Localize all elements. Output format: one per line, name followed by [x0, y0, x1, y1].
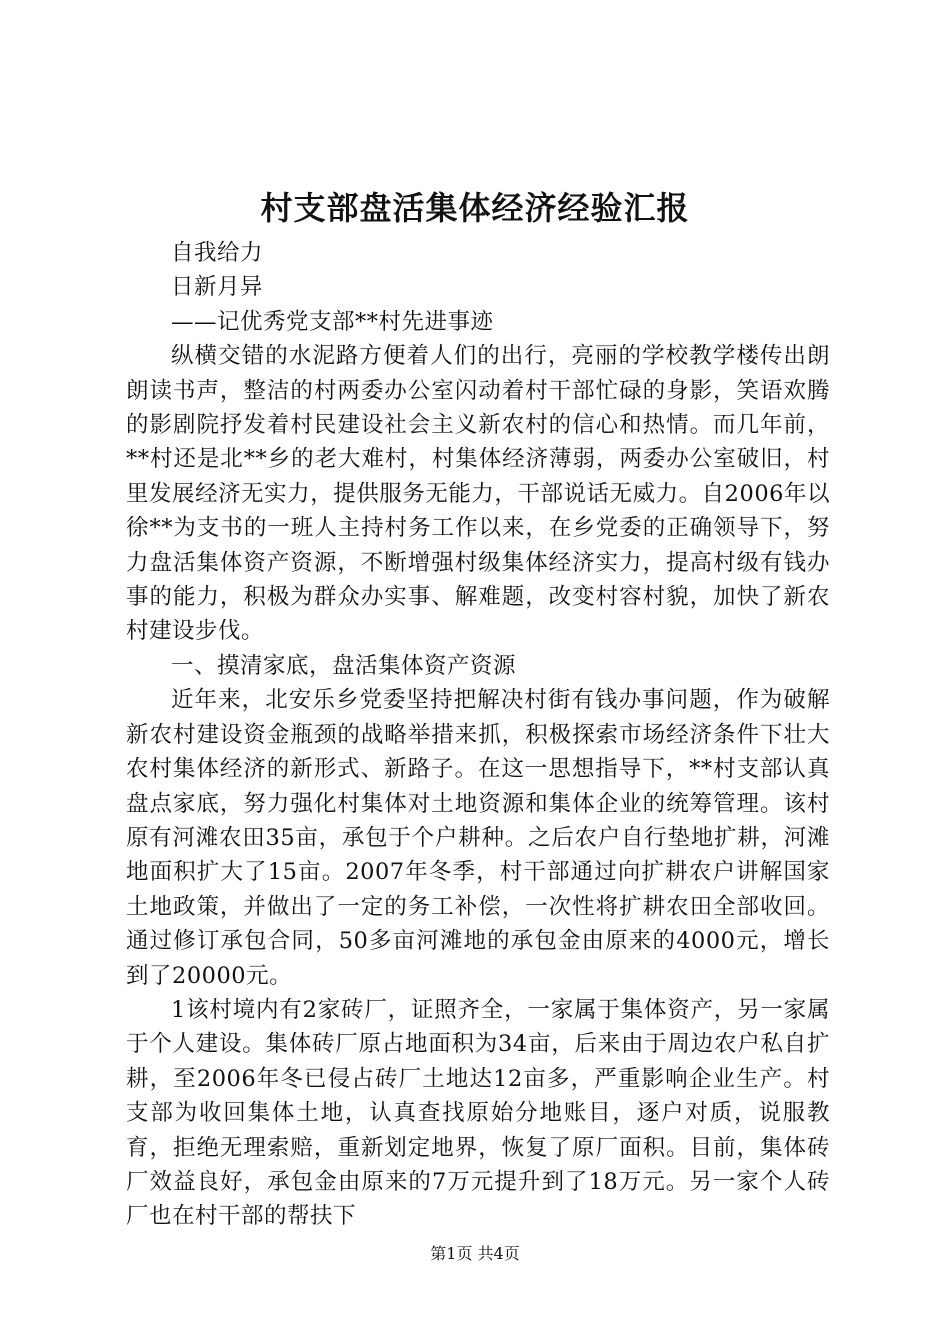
body-paragraph: 近年来，北安乐乡党委坚持把解决村街有钱办事问题，作为破解新农村建设资金瓶颈的战略举措来抓，积极探索市场经济条件下壮大农村集体经济的新形式、新路子。在这一思想指导下，**村支部认真盘点家底，努力强化村集体对土地资源和集体企业的统筹管理。该村原有河滩农田35亩，承包于个户耕种。之后农户自行垫地扩耕，河滩地面积扩大了15亩。2007年冬季，村干部通过向扩耕农户讲解国家土地政策，并做出了一定的务工补偿，一次性将扩耕农田全部收回。通过修订承包合同，50多亩河滩地的承包金由原来的4000元，增长到了20000元。	[126, 687, 830, 989]
body-paragraph: 1该村境内有2家砖厂，证照齐全，一家属于集体资产，另一家属于个人建设。集体砖厂原占地面积为34亩，后来由于周边农户私自扩耕，至2006年冬已侵占砖厂土地达12亩多，严重影响企业生产。村支部为收回集体土地，认真查找原始分地账目，逐户对质，说服教育，拒绝无理索赔，重新划定地界，恢复了原厂面积。目前，集体砖厂效益良好，承包金由原来的7万元提升到了18万元。另一家个人砖厂也在村干部的帮扶下	[126, 996, 830, 1230]
document-body	[126, 236, 830, 1234]
section-heading: 一、摸清家底，盘活集体资产资源	[171, 652, 517, 679]
subhead-line: ——记优秀党支部**村先进事迹	[171, 308, 494, 335]
page-number-footer: 第1页 共4页	[430, 1244, 520, 1263]
subhead-line: 日新月异	[171, 274, 264, 301]
subhead-line: 自我给力	[171, 240, 264, 266]
body-paragraph: 纵横交错的水泥路方便着人们的出行，亮丽的学校教学楼传出朗朗读书声，整洁的村两委办公室闪动着村干部忙碌的身影，笑语欢腾的影剧院抒发着村民建设社会主义新农村的信心和热情。而几年前，**村还是北**乡的老大难村，村集体经济薄弱，两委办公室破旧，村里发展经济无实力，提供服务无能力，干部说话无威力。自2006年以徐**为支书的一班人主持村务工作以来，在乡党委的正确领导下，努力盘活集体资产资源，不断增强村级集体经济实力，提高村级有钱办事的能力，积极为群众办实事、解难题，改变村容村貌，加快了新农村建设步伐。	[126, 343, 830, 645]
document-title: 村支部盘活集体经济经验汇报	[260, 189, 690, 227]
